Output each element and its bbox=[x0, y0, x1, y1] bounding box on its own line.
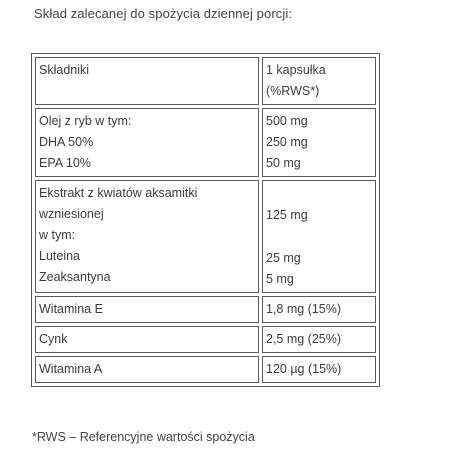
table-row bbox=[35, 180, 376, 293]
ingredient-line: Ekstrakt z kwiatów aksamitki bbox=[39, 186, 198, 200]
ingredient-line: DHA 50% bbox=[39, 135, 94, 149]
ingredient-line: Witamina A bbox=[39, 362, 103, 376]
ingredient-line: wzniesionej bbox=[39, 207, 104, 221]
ingredient-line: Cynk bbox=[39, 332, 68, 346]
footnote: *RWS – Referencyjne wartości spożycia bbox=[32, 430, 255, 444]
ingredient-cell bbox=[35, 108, 259, 177]
table-row bbox=[35, 296, 376, 323]
ingredient-cell bbox=[35, 356, 259, 383]
amount-line: 1,8 mg (15%) bbox=[266, 302, 342, 316]
intro-text: Skład zalecanej do spożycia dziennej porcji: bbox=[34, 6, 293, 21]
ingredient-line: EPA 10% bbox=[39, 156, 91, 170]
amount-line: 2,5 mg (25%) bbox=[266, 332, 342, 346]
ingredient-line: w tym: bbox=[39, 228, 76, 242]
amount-line: 25 mg bbox=[266, 251, 301, 265]
ingredient-header: Składniki bbox=[39, 63, 90, 77]
ingredient-cell bbox=[35, 296, 259, 323]
ingredient-header-cell bbox=[35, 57, 259, 105]
ingredient-cell bbox=[35, 326, 259, 353]
dose-header-cell bbox=[262, 57, 376, 105]
table-header-row bbox=[35, 57, 376, 105]
supplement-facts-table bbox=[31, 53, 380, 387]
amount-cell bbox=[262, 326, 376, 353]
amount-line: 120 µg (15%) bbox=[266, 362, 342, 376]
amount-cell bbox=[262, 180, 376, 293]
ingredient-line: Luteina bbox=[39, 249, 81, 263]
table-row bbox=[35, 356, 376, 383]
amount-cell bbox=[262, 356, 376, 383]
dose-header-line1: 1 kapsułka bbox=[266, 63, 326, 77]
ingredient-line: Witamina E bbox=[39, 302, 103, 316]
table-row bbox=[35, 326, 376, 353]
amount-line: 125 mg bbox=[266, 208, 308, 222]
spacer bbox=[266, 226, 373, 248]
amount-line: 250 mg bbox=[266, 135, 308, 149]
table-row bbox=[35, 108, 376, 177]
ingredient-cell bbox=[35, 180, 259, 293]
amount-line: 500 mg bbox=[266, 114, 308, 128]
ingredient-line: Olej z ryb w tym: bbox=[39, 114, 132, 128]
amount-line: 50 mg bbox=[266, 156, 301, 170]
amount-cell bbox=[262, 296, 376, 323]
amount-cell bbox=[262, 108, 376, 177]
ingredient-line: Zeaksantyna bbox=[39, 270, 111, 284]
dose-header-line2: (%RWS*) bbox=[266, 84, 320, 98]
spacer bbox=[266, 183, 373, 205]
amount-line: 5 mg bbox=[266, 272, 294, 286]
